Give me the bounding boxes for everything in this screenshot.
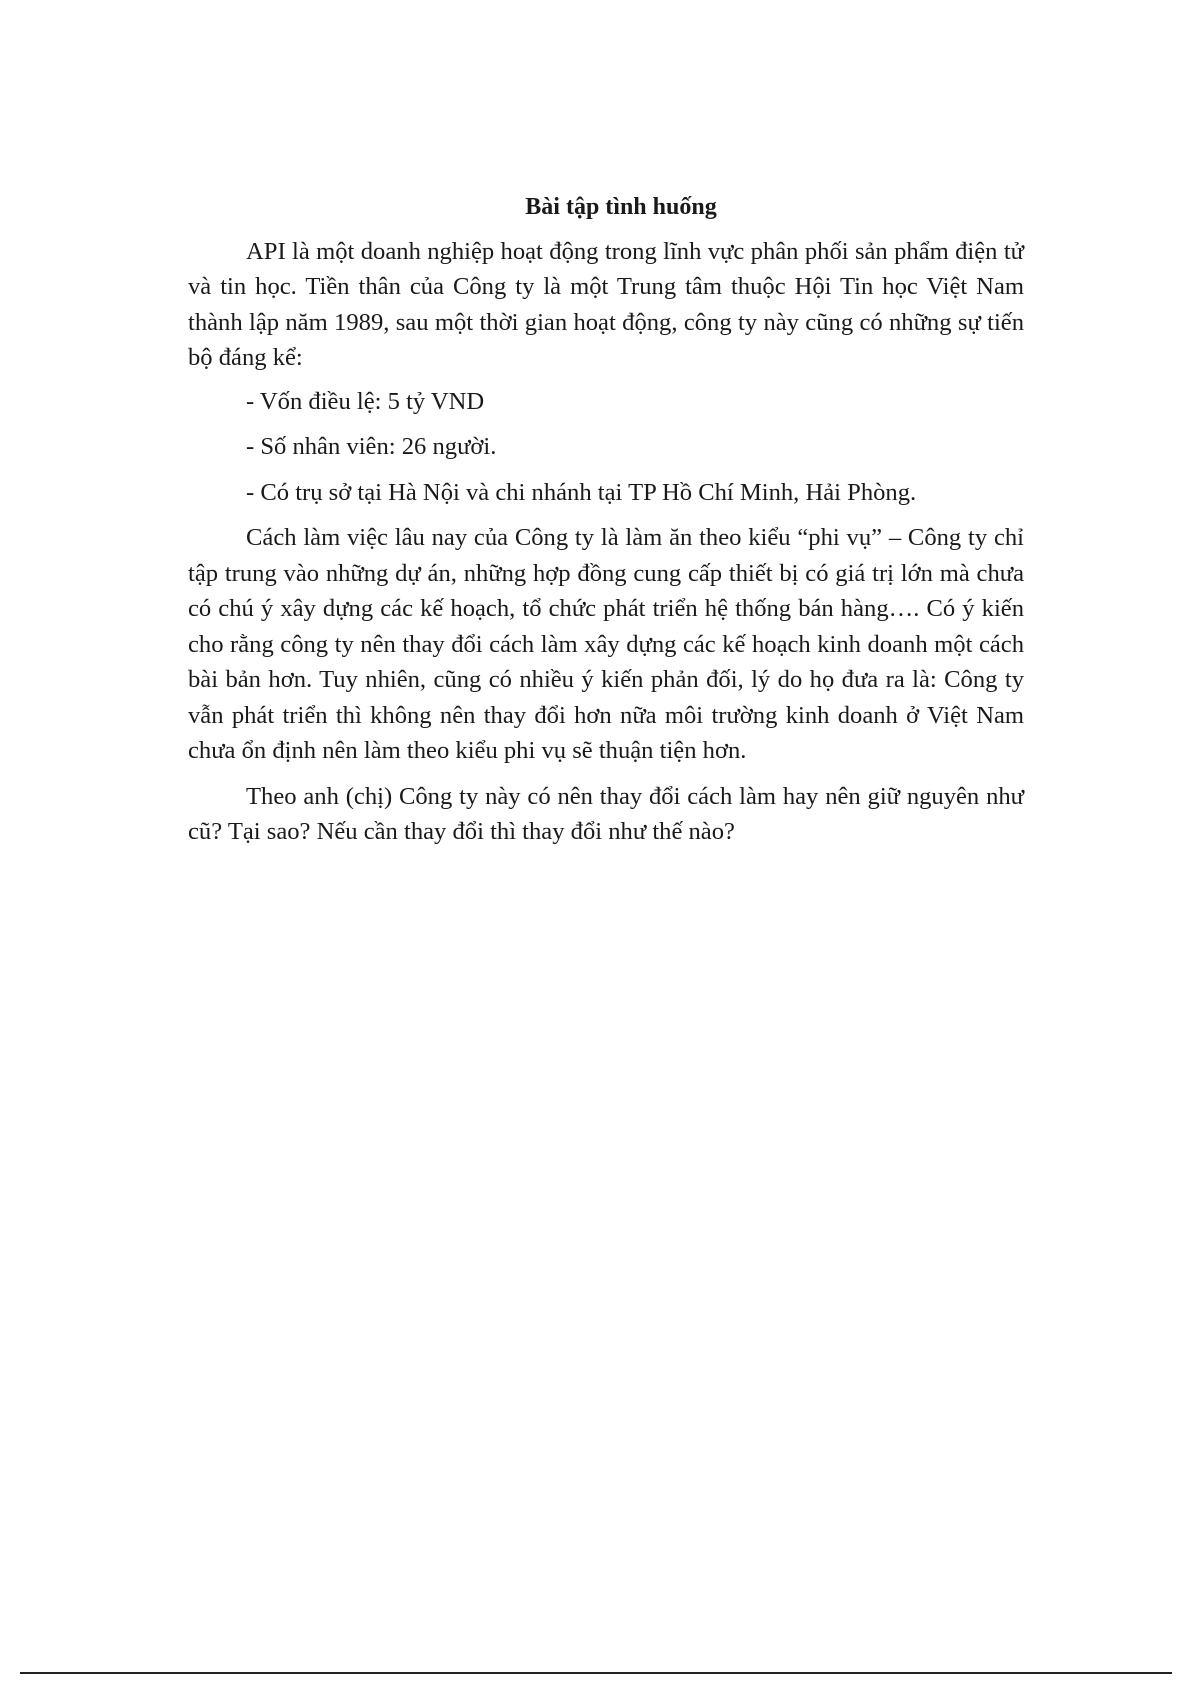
document-content bbox=[188, 190, 1024, 860]
intro-paragraph: API là một doanh nghiệp hoạt động trong lĩnh vực phân phối sản phẩm điện tử và tin học. Tiền thân của Công ty là một Trung tâm thuộc Hội Tin học Việt Nam thành lập năm 1989, sau một thời gian hoạt động, công ty này cũng có những sự tiến bộ đáng kể: bbox=[188, 237, 1024, 371]
body-paragraph: Cách làm việc lâu nay của Công ty là làm ăn theo kiểu “phi vụ” – Công ty chỉ tập trung vào những dự án, những hợp đồng cung cấp thiết bị có giá trị lớn mà chưa có chú ý xây dựng các kế hoạch, tổ chức phát triển hệ thống bán hàng…. Có ý kiến cho rằng công ty nên thay đổi cách làm xây dựng các kế hoạch kinh doanh một cách bài bản hơn. Tuy nhiên, cũng có nhiều ý kiến phản đối, lý do họ đưa ra là: Công ty vẫn phát triển thì không nên thay đổi hơn nữa môi trường kinh doanh ở Việt Nam chưa ổn định nên làm theo kiểu phi vụ sẽ thuận tiện hơn. bbox=[188, 524, 1024, 764]
page-title: Bài tập tình huống bbox=[525, 194, 717, 220]
question-paragraph: Theo anh (chị) Công ty này có nên thay đổi cách làm hay nên giữ nguyên như cũ? Tại sao? Nếu cần thay đổi thì thay đổi như thế nào? bbox=[188, 782, 1024, 845]
fact-charter-capital: - Vốn điều lệ: 5 tỷ VND bbox=[246, 387, 485, 415]
fact-offices: - Có trụ sở tại Hà Nội và chi nhánh tại TP Hồ Chí Minh, Hải Phòng. bbox=[246, 478, 917, 506]
bottom-divider bbox=[20, 1672, 1172, 1674]
fact-employee-count: - Số nhân viên: 26 người. bbox=[246, 433, 497, 460]
